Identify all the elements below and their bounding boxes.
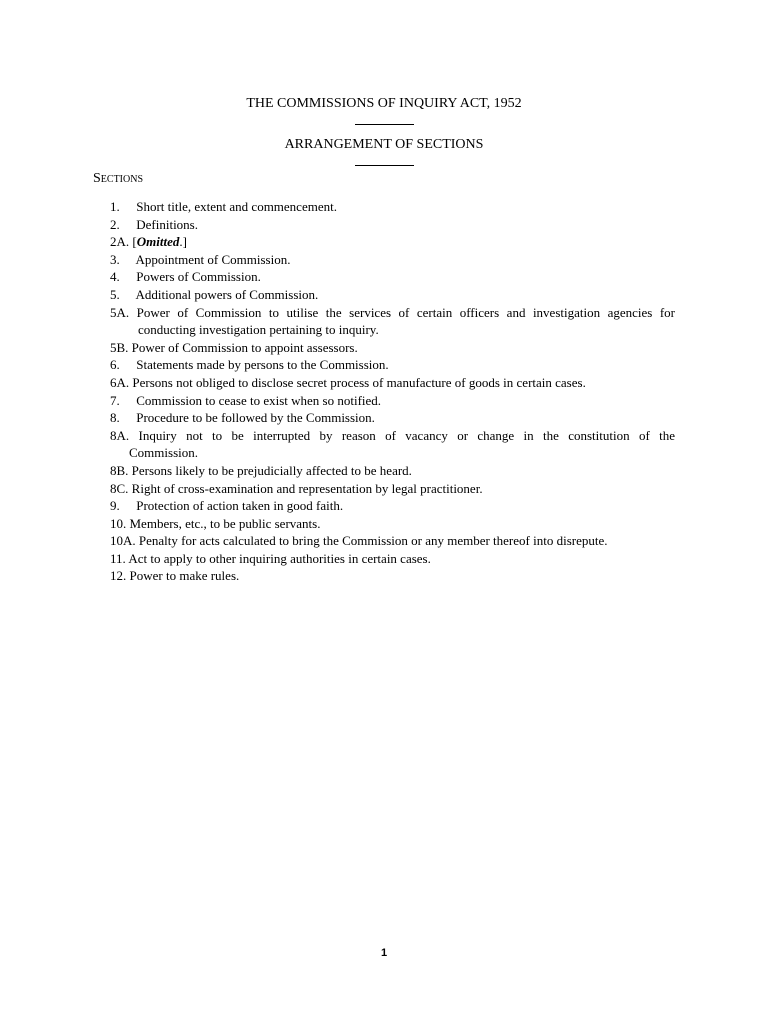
sections-label: Sections xyxy=(93,171,144,186)
subtitle-divider xyxy=(355,165,414,166)
section-title: Appointment of Commission. xyxy=(135,251,291,267)
section-item xyxy=(110,233,675,251)
omitted-text: Omitted xyxy=(136,234,180,250)
section-item xyxy=(110,286,675,304)
section-item xyxy=(110,497,675,515)
section-title: Act to apply to other inquiring authorities in certain cases. xyxy=(128,550,431,566)
section-number: 10. xyxy=(110,515,127,531)
section-item xyxy=(110,339,675,357)
section-number: 4. xyxy=(110,269,120,285)
section-item xyxy=(110,515,675,533)
section-number: 8B. xyxy=(110,462,129,478)
section-number: 11. xyxy=(110,550,126,566)
section-number: 10A. xyxy=(110,533,136,549)
section-number: 9. xyxy=(110,498,120,514)
page-number: 1 xyxy=(380,947,388,959)
section-number: 8A. xyxy=(110,427,130,443)
section-title: Power of Commission to appoint assessors. xyxy=(131,339,358,355)
section-title: Power of Commission to utilise the services of certain officers and investigation agencies for xyxy=(136,304,675,320)
section-item xyxy=(110,532,675,550)
section-title-continued: conducting investigation pertaining to inquiry. xyxy=(138,322,379,338)
section-title: Statements made by persons to the Commission. xyxy=(136,357,389,373)
section-number: 12. xyxy=(110,568,127,584)
section-item xyxy=(110,427,675,462)
sections-list xyxy=(110,198,675,585)
section-title: Members, etc., to be public servants. xyxy=(129,515,321,531)
section-number: 5. xyxy=(110,286,120,302)
section-item xyxy=(110,251,675,269)
title-divider xyxy=(355,124,414,125)
section-title: Protection of action taken in good faith. xyxy=(136,498,344,514)
section-title: Additional powers of Commission. xyxy=(135,286,319,302)
section-number: 5A. xyxy=(110,304,130,320)
section-item xyxy=(110,198,675,216)
section-title-continued: Commission. xyxy=(129,445,198,461)
section-item xyxy=(110,550,675,568)
section-number: 6A. xyxy=(110,374,130,390)
section-item xyxy=(110,216,675,234)
section-title: Right of cross-examination and representation by legal practitioner. xyxy=(131,480,483,496)
section-number: 5B. xyxy=(110,339,129,355)
section-item xyxy=(110,480,675,498)
section-item xyxy=(110,392,675,410)
section-title: Persons likely to be prejudicially affected to be heard. xyxy=(131,462,412,478)
section-title: Definitions. xyxy=(136,216,198,232)
section-title: Inquiry not to be interrupted by reason of vacancy or change in the constitution of the xyxy=(138,427,675,443)
section-number: 8C. xyxy=(110,480,129,496)
section-number: 1. xyxy=(110,199,120,214)
section-item xyxy=(110,268,675,286)
section-item xyxy=(110,374,675,392)
section-item xyxy=(110,304,675,339)
section-title: Power to make rules. xyxy=(129,568,240,584)
section-number: 2A. xyxy=(110,234,130,250)
section-number: 8. xyxy=(110,410,120,426)
document-title: THE COMMISSIONS OF INQUIRY ACT, 1952 xyxy=(246,96,522,111)
section-title: Persons not obliged to disclose secret process of manufacture of goods in certain cases. xyxy=(132,374,586,390)
section-title: Powers of Commission. xyxy=(136,269,261,285)
section-item xyxy=(110,462,675,480)
section-number: 7. xyxy=(110,392,120,408)
section-title: Short title, extent and commencement. xyxy=(136,199,337,214)
document-subtitle: ARRANGEMENT OF SECTIONS xyxy=(284,137,484,152)
section-title: Procedure to be followed by the Commission. xyxy=(136,410,375,426)
section-item xyxy=(110,409,675,427)
section-title: Commission to cease to exist when so notified. xyxy=(136,392,382,408)
section-title: [Omitted.] xyxy=(132,234,187,250)
section-number: 6. xyxy=(110,357,120,373)
section-number: 2. xyxy=(110,216,120,232)
section-item xyxy=(110,356,675,374)
section-item xyxy=(110,567,675,585)
section-title: Penalty for acts calculated to bring the Commission or any member thereof into disrepute. xyxy=(138,533,608,549)
section-number: 3. xyxy=(110,251,120,267)
